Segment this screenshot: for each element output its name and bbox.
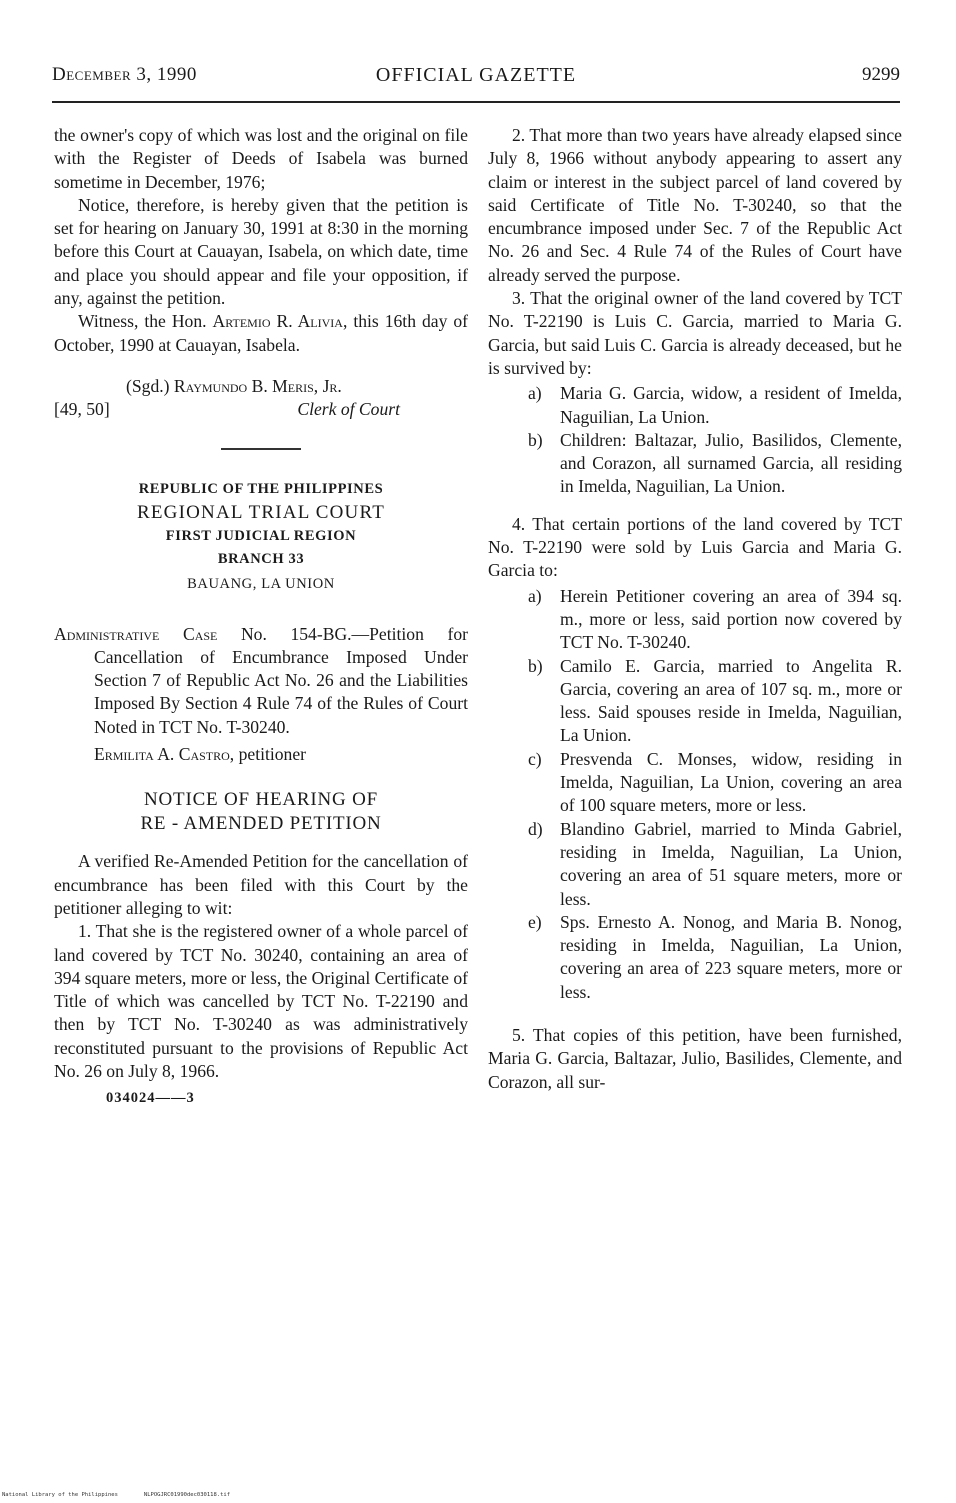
paragraph: 4. That certain portions of the land covered by TCT No. T-22190 were sold by Luis Garcia and Maria G. Garcia to: bbox=[488, 513, 902, 581]
notice-title-line-1: NOTICE OF HEARING OF bbox=[144, 789, 378, 811]
list-item bbox=[488, 911, 902, 1004]
court-heading bbox=[54, 478, 468, 597]
list-text: Children: Baltazar, Julio, Basilidos, Clemente, and Corazon, all surnamed Garcia, all residing in Imelda, Naguilian, La Union. bbox=[560, 429, 902, 497]
scan-filename: NLPOGJRC01990dec030118.tif bbox=[143, 1492, 230, 1498]
court-region: FIRST JUDICIAL REGION bbox=[165, 527, 357, 544]
list-text: Maria G. Garcia, widow, a resident of Imelda, Naguilian, La Union. bbox=[560, 383, 902, 427]
case-text: No. 154-BG.—Petition for Cancellation of Encumbrance Imposed Under Section 7 of Republic Act No. 26 and the Liabilities Imposed By Section 4 Rule 74 of the Rules of Court Noted in TCT No. T-30240. bbox=[94, 623, 468, 737]
survivors-list bbox=[488, 382, 902, 498]
judge-name: Artemio R. Alivia bbox=[212, 311, 343, 332]
paragraph: A verified Re-Amended Petition for the cancellation of encumbrance has been filed with this Court by the petitioner alleging to wit: bbox=[54, 851, 468, 918]
petitioner-line bbox=[54, 743, 468, 766]
list-label: b) bbox=[528, 429, 543, 450]
list-label: e) bbox=[528, 911, 542, 932]
petitioner-name: Ermilita A. Castro bbox=[94, 744, 230, 765]
list-label: c) bbox=[528, 748, 542, 769]
signatory-name: Raymundo B. Meris, Jr. bbox=[173, 375, 342, 396]
case-label: Administrative Case bbox=[54, 623, 218, 644]
witness-paragraph bbox=[54, 310, 468, 357]
paragraph: the owner's copy of which was lost and the original on file with the Register of Deeds of Isabela was burned sometime in December, 1976; bbox=[54, 125, 468, 192]
list-item bbox=[488, 382, 902, 429]
list-item bbox=[488, 818, 902, 911]
paragraph: Notice, therefore, is hereby given that the petition is set for hearing on January 30, 1991 at 8:30 in the morning before this Court at Cauayan, Isabela, on which date, time and place you should appear and file your opposition, if any, against the petition. bbox=[54, 194, 468, 309]
list-label: a) bbox=[528, 585, 542, 606]
list-item bbox=[488, 585, 902, 655]
list-item bbox=[488, 655, 902, 748]
signature-line bbox=[126, 375, 468, 398]
signatory-title: Clerk of Court bbox=[297, 399, 400, 420]
publication-title: OFFICIAL GAZETTE bbox=[375, 64, 577, 86]
list-text: Presvenda C. Monses, widow, residing in Imelda, Naguilian, La Union, covering an area of 100 square meters, more or less. bbox=[560, 748, 902, 816]
library-credit: National Library of the Philippines bbox=[2, 1492, 118, 1498]
petitioner-role: , petitioner bbox=[229, 744, 307, 765]
buyers-list bbox=[488, 585, 902, 1004]
issue-date: December 3, 1990 bbox=[52, 64, 197, 85]
court-republic: REPUBLIC OF THE PHILIPPINES bbox=[138, 480, 384, 497]
list-text: Herein Petitioner covering an area of 394 sq. m., more or less, said portion now covered by TCT No. T-30240. bbox=[560, 585, 902, 653]
notice-title-line-2: RE - AMENDED PETITION bbox=[140, 813, 382, 835]
paragraph: 5. That copies of this petition, have been furnished, Maria G. Garcia, Baltazar, Julio, Basilides, Clemente, and Corazon, all sur- bbox=[488, 1024, 902, 1092]
court-location: BAUANG, LA UNION bbox=[187, 575, 335, 592]
paragraph: 3. That the original owner of the land covered by TCT No. T-22190 is Luis C. Garcia, married to Maria G. Garcia, but said Luis C. Garcia is already deceased, but he is survived by: bbox=[488, 288, 902, 378]
scan-footer bbox=[2, 1492, 230, 1498]
list-label: b) bbox=[528, 655, 543, 676]
witness-suffix: , this 16th day of October, 1990 at Cauayan, Isabela. bbox=[54, 311, 469, 355]
right-column bbox=[488, 124, 902, 1094]
paragraph: 2. That more than two years have already elapsed since July 8, 1966 without anybody appearing to assert any claim or interest in the subject parcel of land covered by said Certificate of Title No. T-30240, so that the encumbrance imposed under Sec. 7 of the Republic Act No. 26 and Sec. 4 Rule 74 of the Rules of Court have already served the purpose. bbox=[488, 125, 902, 285]
list-item bbox=[488, 429, 902, 499]
reference-number: [49, 50] bbox=[54, 399, 110, 420]
case-caption bbox=[54, 623, 468, 739]
court-branch: BRANCH 33 bbox=[217, 550, 305, 567]
signature-prefix: (Sgd.) bbox=[126, 375, 174, 396]
page-header bbox=[52, 64, 900, 92]
left-column bbox=[54, 124, 468, 1111]
paragraph: 1. That she is the registered owner of a whole parcel of land covered by TCT No. 30240, containing an area of 394 square meters, more or less, the Original Certificate of Title of which was cancelled by TCT No. T-22190 and then by TCT No. T-30240 as was administratively reconstituted pursuant to the provisions of Republic Act No. 26 on July 8, 1966. bbox=[54, 921, 468, 1082]
signature-line-2 bbox=[54, 398, 468, 421]
court-name: REGIONAL TRIAL COURT bbox=[136, 501, 386, 523]
header-rule bbox=[52, 101, 900, 103]
signature-block bbox=[54, 375, 468, 422]
list-label: d) bbox=[528, 818, 543, 839]
list-text: Blandino Gabriel, married to Minda Gabriel, residing in Imelda, Naguilian, La Union, covering an area of 51 square meters, more or less. bbox=[560, 818, 902, 909]
page-number: 9299 bbox=[862, 64, 900, 85]
plate-number: 034024——3 bbox=[106, 1090, 195, 1107]
section-divider bbox=[221, 448, 301, 450]
list-text: Camilo E. Garcia, married to Angelita R. Garcia, covering an area of 107 sq. m., more or less. Said spouses reside in Imelda, Naguilian, La Union. bbox=[560, 655, 902, 746]
list-label: a) bbox=[528, 383, 542, 404]
list-item bbox=[488, 748, 902, 818]
witness-prefix: Witness, the Hon. bbox=[78, 311, 213, 332]
notice-title bbox=[54, 788, 468, 836]
list-text: Sps. Ernesto A. Nonog, and Maria B. Nonog, residing in Imelda, Naguilian, La Union, covering an area of 223 square meters, more or less. bbox=[560, 911, 902, 1002]
